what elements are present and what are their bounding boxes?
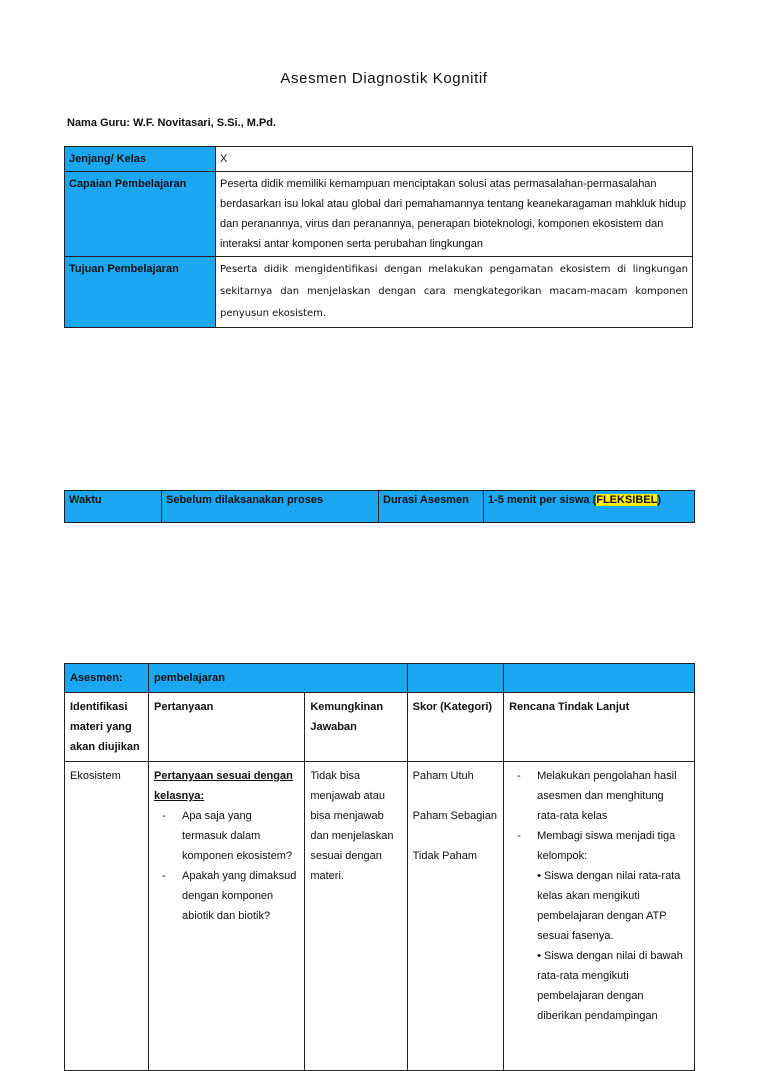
header-skor: Skor (Kategori) xyxy=(407,693,503,762)
rencana-list xyxy=(509,766,689,1026)
cell-skor xyxy=(407,762,503,1071)
fleksibel-highlight: FLEKSIBEL xyxy=(596,494,658,506)
waktu-value: Sebelum dilaksanakan proses xyxy=(162,491,379,523)
table-row xyxy=(65,693,695,762)
waktu-table xyxy=(64,490,695,523)
asesmen-label: Asesmen: xyxy=(65,664,149,693)
durasi-close: ) xyxy=(657,494,662,506)
asesmen-table xyxy=(64,663,695,1071)
list-item: - Melakukan pengolahan hasil asesmen dan menghitung rata-rata kelas xyxy=(509,766,689,826)
cell-rencana xyxy=(504,762,695,1071)
skor-utuh: Paham Utuh xyxy=(412,770,474,782)
list-item: - Apakah yang dimaksud dengan komponen abiotik dan biotik? xyxy=(154,866,299,926)
cell-materi: Ekosistem xyxy=(65,762,149,1071)
header-rencana: Rencana Tindak Lanjut xyxy=(504,693,695,762)
table-row xyxy=(65,172,693,257)
durasi-text: 1-5 menit per siswa ( xyxy=(488,494,597,506)
pertanyaan-list xyxy=(154,806,299,926)
info-table xyxy=(64,146,693,328)
durasi-label: Durasi Asesmen xyxy=(379,491,484,523)
asesmen-empty-1 xyxy=(407,664,503,693)
table-row xyxy=(65,147,693,172)
durasi-value xyxy=(484,491,695,523)
table-row xyxy=(65,257,693,328)
tujuan-label: Tujuan Pembelajaran xyxy=(65,257,216,328)
cell-pertanyaan xyxy=(149,762,305,1071)
page-title: Asesmen Diagnostik Kognitif xyxy=(280,70,488,87)
table-row xyxy=(65,491,695,523)
jenjang-value: X xyxy=(216,147,693,172)
teacher-name: Nama Guru: W.F. Novitasari, S.Si., M.Pd. xyxy=(67,117,277,129)
skor-sebagian: Paham Sebagian xyxy=(412,810,498,822)
list-item: - Apa saja yang termasuk dalam komponen ekosistem? xyxy=(154,806,299,866)
waktu-label: Waktu xyxy=(65,491,162,523)
table-row xyxy=(65,762,695,1071)
rencana-2-text: - Membagi siswa menjadi tiga kelompok: xyxy=(537,830,676,862)
asesmen-value: pembelajaran xyxy=(149,664,408,693)
header-pertanyaan: Pertanyaan xyxy=(149,693,305,762)
tujuan-value: Peserta didik mengidentifikasi dengan melakukan pengamatan ekosistem di lingkungan sekitarnya dan menjelaskan dengan cara mengkategorikan macam-macam komponen penyusun ekosistem. xyxy=(216,257,693,328)
jenjang-label: Jenjang/ Kelas xyxy=(65,147,216,172)
header-jawaban: Kemungkinan Jawaban xyxy=(305,693,407,762)
rencana-2a-text: • Siswa dengan nilai rata-rata kelas akan mengikuti pembelajaran dengan ATP sesuai fasenya. xyxy=(537,870,681,942)
capaian-label: Capaian Pembelajaran xyxy=(65,172,216,257)
pertanyaan-title: Pertanyaan sesuai dengan kelasnya: xyxy=(154,770,293,802)
skor-tidak: Tidak Paham xyxy=(412,850,478,862)
cell-jawaban: Tidak bisa menjawab atau bisa menjawab dan menjelaskan sesuai dengan materi. xyxy=(305,762,407,1071)
list-item xyxy=(509,826,689,1026)
capaian-value: Peserta didik memiliki kemampuan menciptakan solusi atas permasalahan-permasalahan berdasarkan isu lokal atau global dari pemahamannya tentang keanekaragaman mahkluk hidup dan peranannya, virus dan peranannya, penerapan bioteknologi, komponen ekosistem dan interaksi antar komponen serta perubahan lingkungan xyxy=(216,172,693,257)
table-row xyxy=(65,664,695,693)
header-materi: Identifikasi materi yang akan diujikan xyxy=(65,693,149,762)
asesmen-empty-2 xyxy=(504,664,695,693)
rencana-2b-text: • Siswa dengan nilai di bawah rata-rata mengikuti pembelajaran dengan diberikan pendampingan xyxy=(537,950,683,1022)
